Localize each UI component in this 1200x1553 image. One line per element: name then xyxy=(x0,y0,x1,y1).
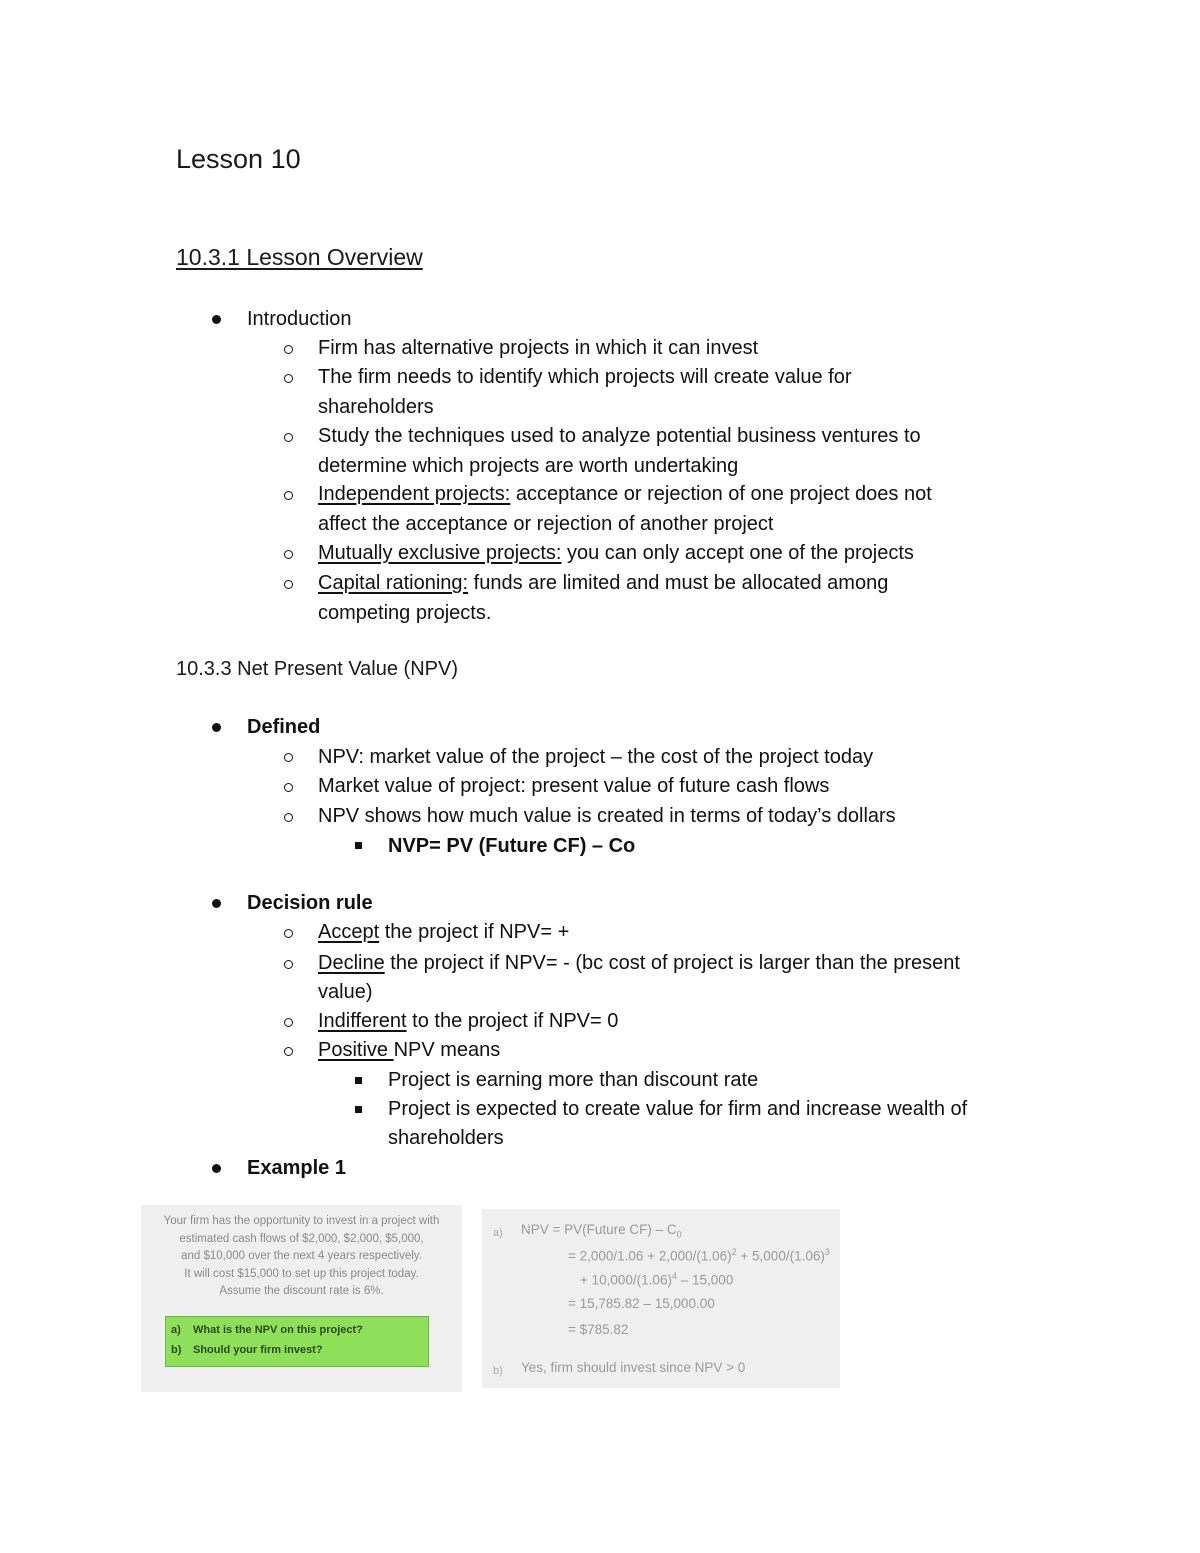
list-item xyxy=(318,480,932,509)
solution-line xyxy=(521,1222,682,1240)
problem-line: Your firm has the opportunity to invest in a project with xyxy=(163,1215,440,1227)
term-definition: acceptance or rejection of one project does not xyxy=(510,483,932,505)
question-a xyxy=(171,1324,363,1336)
term-decline: Decline xyxy=(318,952,385,974)
solution-text: + 10,000/(1.06) xyxy=(580,1272,672,1288)
list-item-continuation: competing projects. xyxy=(318,602,492,624)
question-b xyxy=(171,1344,323,1356)
term-indifferent: Indifferent xyxy=(318,1010,407,1032)
term-definition: to the project if NPV= 0 xyxy=(406,1010,619,1032)
term-accept: Accept xyxy=(318,921,380,943)
list-item-continuation: affect the acceptance or rejection of another project xyxy=(318,513,774,535)
term-definition: the project if NPV= + xyxy=(379,921,570,943)
circle-bullet-icon xyxy=(284,491,293,500)
list-item xyxy=(318,539,914,568)
circle-bullet-icon xyxy=(284,960,293,969)
circle-bullet-icon xyxy=(284,1047,293,1056)
example-questions-box xyxy=(165,1316,429,1367)
list-item-continuation: shareholders xyxy=(318,396,434,418)
sub-list-item: Project is expected to create value for firm and increase wealth of xyxy=(388,1098,968,1120)
solution-tag-a: a) xyxy=(493,1227,503,1239)
circle-bullet-icon xyxy=(284,1018,293,1027)
list-item-continuation: determine which projects are worth undertaking xyxy=(318,455,739,477)
page-title: Lesson 10 xyxy=(176,144,301,174)
superscript: 3 xyxy=(824,1247,830,1257)
question-text: What is the NPV on this project? xyxy=(193,1324,363,1336)
solution-answer: Yes, firm should invest since NPV > 0 xyxy=(521,1360,746,1375)
list-item-continuation: value) xyxy=(318,981,373,1003)
solution-line: = $785.82 xyxy=(568,1322,629,1337)
decision-rule-label: Decision rule xyxy=(247,892,373,914)
superscript: 2 xyxy=(731,1247,737,1257)
list-item xyxy=(318,1036,500,1065)
bullet-icon xyxy=(212,315,221,324)
introduction-label: Introduction xyxy=(247,308,352,330)
example-problem-image xyxy=(141,1205,462,1392)
solution-line: = 15,785.82 – 15,000.00 xyxy=(568,1296,715,1311)
square-bullet-icon xyxy=(355,1106,362,1113)
list-item: Study the techniques used to analyze potential business ventures to xyxy=(318,425,921,447)
term-mutually-exclusive-projects: Mutually exclusive projects: xyxy=(318,542,562,564)
solution-line xyxy=(580,1271,733,1288)
npv-formula: NVP= PV (Future CF) – Co xyxy=(388,835,636,857)
solution-tag-b: b) xyxy=(493,1365,503,1377)
term-independent-projects: Independent projects: xyxy=(318,483,511,505)
section-heading-npv: 10.3.3 Net Present Value (NPV) xyxy=(176,658,458,680)
square-bullet-icon xyxy=(355,842,362,849)
bullet-icon xyxy=(212,899,221,908)
solution-line xyxy=(568,1247,830,1264)
defined-label: Defined xyxy=(247,716,321,738)
circle-bullet-icon xyxy=(284,580,293,589)
sub-list-item-continuation: shareholders xyxy=(388,1127,504,1149)
circle-bullet-icon xyxy=(284,813,293,822)
term-capital-rationing: Capital rationing: xyxy=(318,572,469,594)
problem-line: estimated cash flows of $2,000, $2,000, $5,000, xyxy=(179,1232,424,1245)
circle-bullet-icon xyxy=(284,753,293,762)
problem-line: It will cost $15,000 to set up this project today. xyxy=(184,1267,419,1280)
term-definition: you can only accept one of the projects xyxy=(561,542,914,564)
section-heading-lesson-overview: 10.3.1 Lesson Overview xyxy=(176,244,423,270)
solution-text: NPV = PV(Future CF) – C xyxy=(521,1222,677,1237)
list-item xyxy=(318,1007,618,1036)
term-positive: Positive xyxy=(318,1039,394,1061)
circle-bullet-icon xyxy=(284,345,293,354)
circle-bullet-icon xyxy=(284,783,293,792)
term-definition: NPV means xyxy=(393,1039,501,1061)
example-problem-text xyxy=(141,1213,462,1301)
problem-line: and $10,000 over the next 4 years respectively. xyxy=(181,1250,422,1262)
subscript: 0 xyxy=(676,1229,682,1240)
list-item xyxy=(318,949,960,978)
list-item: NPV shows how much value is created in terms of today’s dollars xyxy=(318,805,896,827)
question-tag: b) xyxy=(171,1344,182,1356)
term-definition: the project if NPV= - (bc cost of project is larger than the present xyxy=(384,952,960,974)
list-item: NPV: market value of the project – the cost of the project today xyxy=(318,746,874,768)
solution-text: = 2,000/1.06 + 2,000/(1.06) xyxy=(568,1248,732,1264)
list-item: The firm needs to identify which projects will create value for xyxy=(318,366,852,388)
list-item: Market value of project: present value of future cash flows xyxy=(318,775,830,797)
bullet-icon xyxy=(212,1164,221,1173)
question-tag: a) xyxy=(171,1324,181,1336)
example-solution-image xyxy=(482,1209,840,1388)
sub-list-item: Project is earning more than discount rate xyxy=(388,1069,759,1091)
term-definition: funds are limited and must be allocated among xyxy=(468,572,889,594)
circle-bullet-icon xyxy=(284,374,293,383)
example-label: Example 1 xyxy=(247,1157,346,1179)
list-item xyxy=(318,569,888,598)
bullet-icon xyxy=(212,723,221,732)
square-bullet-icon xyxy=(355,1077,362,1084)
question-text: Should your firm invest? xyxy=(193,1344,323,1356)
circle-bullet-icon xyxy=(284,550,293,559)
list-item: Firm has alternative projects in which it can invest xyxy=(318,337,759,359)
solution-text: – 15,000 xyxy=(676,1272,734,1288)
circle-bullet-icon xyxy=(284,929,293,938)
solution-text: + 5,000/(1.06) xyxy=(736,1248,825,1264)
circle-bullet-icon xyxy=(284,433,293,442)
problem-line: Assume the discount rate is 6%. xyxy=(219,1285,384,1297)
list-item xyxy=(318,918,569,947)
superscript: 4 xyxy=(671,1271,677,1281)
